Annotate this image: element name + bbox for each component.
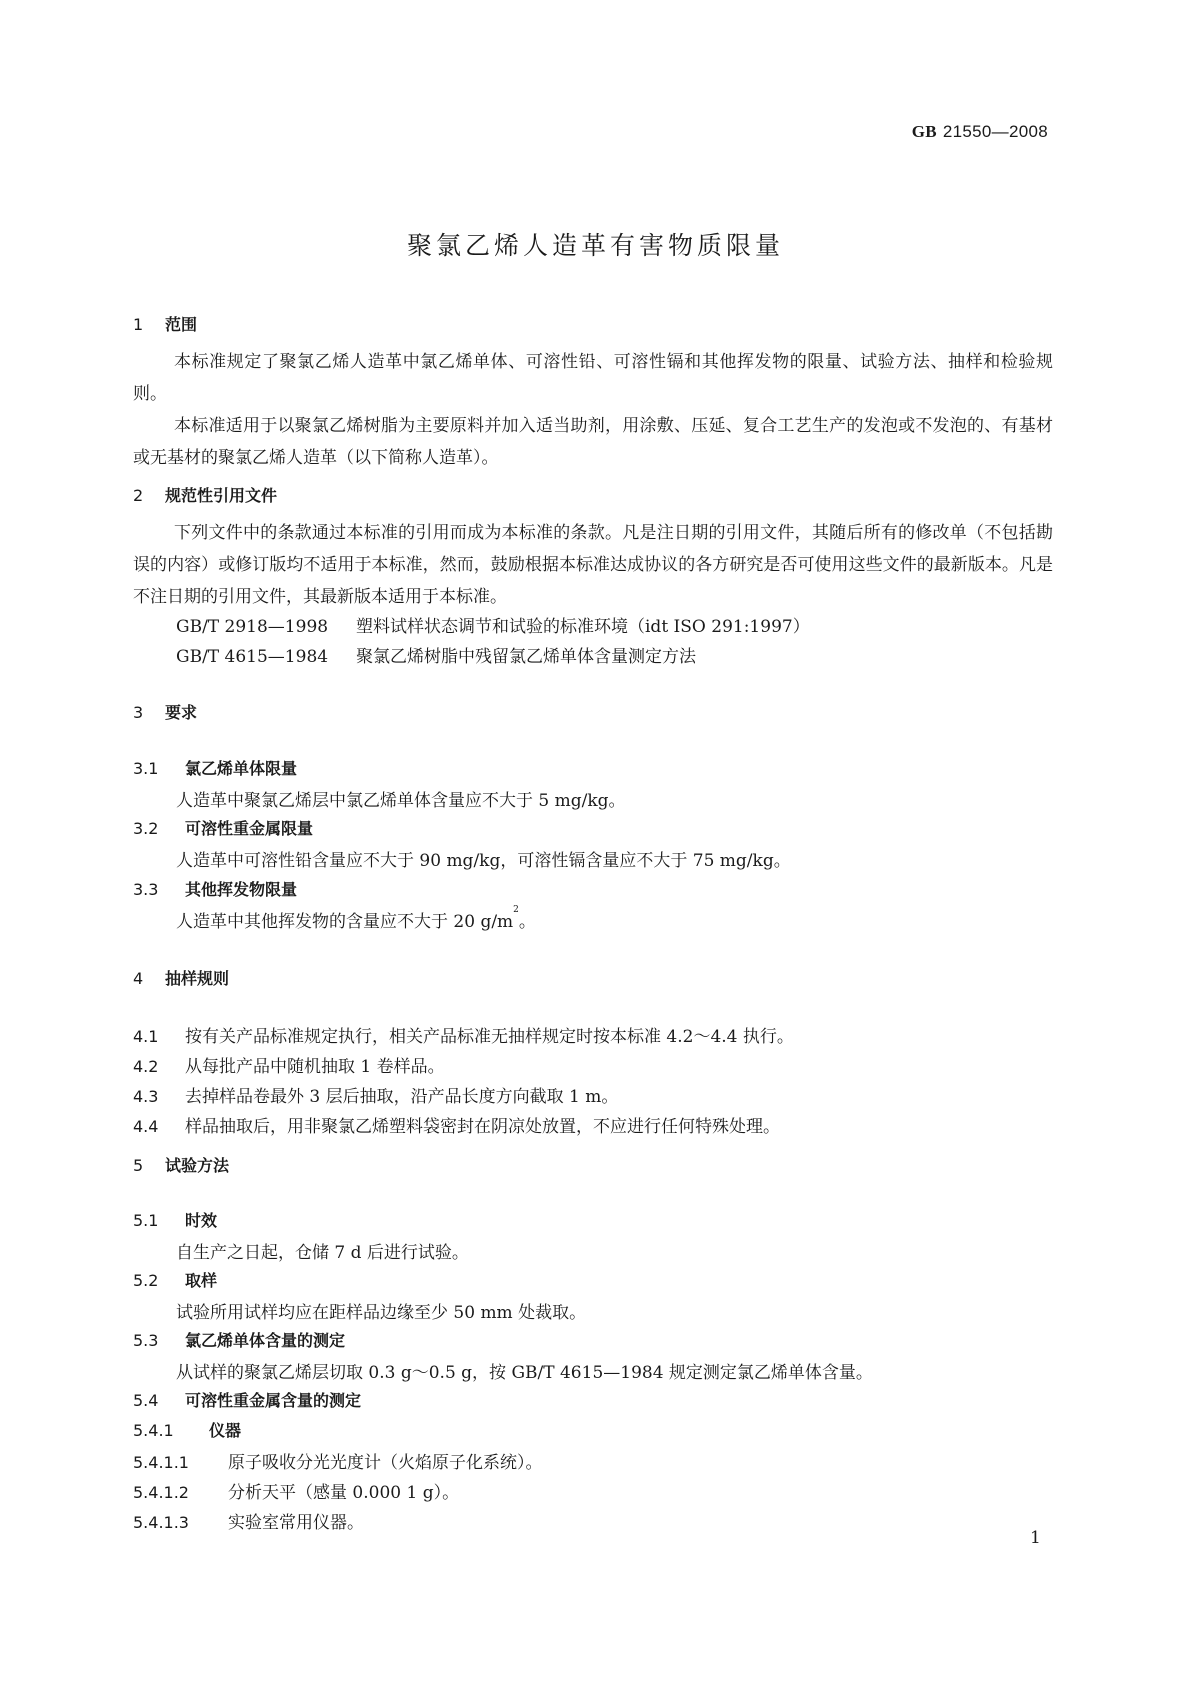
reference-code: GB/T 2918—1998	[176, 617, 329, 637]
section-5-heading	[133, 1153, 229, 1176]
page-number: 1	[1030, 1528, 1041, 1548]
instrument-item	[133, 1448, 543, 1473]
subsection-title: 仪器	[209, 1421, 242, 1440]
section-number: 1	[133, 315, 144, 334]
standard-number: 21550—2008	[942, 122, 1048, 141]
subsection-number: 3.2	[133, 819, 159, 838]
subsection-title: 时效	[185, 1211, 218, 1230]
reference-title: 聚氯乙烯树脂中残留氯乙烯单体含量测定方法	[356, 647, 696, 667]
subsection-5-4-heading	[133, 1388, 361, 1411]
text-segment: 。	[518, 912, 536, 932]
reference-code: GB/T 4615—1984	[176, 647, 329, 667]
item-text: 样品抽取后，用非聚氯乙烯塑料袋密封在阴凉处放置，不应进行任何特殊处理。	[185, 1117, 780, 1137]
section-1-paragraph-2: 本标准适用于以聚氯乙烯树脂为主要原料并加入适当助剂，用涂敷、压延、复合工艺生产的发泡或不发泡的、有基材或无基材的聚氯乙烯人造革（以下简称人造革）。	[133, 416, 1053, 468]
reference-item	[176, 612, 810, 637]
section-number: 5	[133, 1156, 144, 1175]
subsection-number: 5.4	[133, 1391, 159, 1410]
section-title: 范围	[165, 315, 198, 334]
text-segment: 人造革中其他挥发物的含量应不大于 20 g/m	[176, 912, 514, 932]
subsection-3-3-text	[176, 907, 536, 932]
subsection-number: 5.2	[133, 1271, 159, 1290]
subsection-3-1-heading	[133, 756, 297, 779]
subsection-5-1-heading	[133, 1208, 217, 1231]
subsection-3-2-text: 人造革中可溶性铅含量应不大于 90 mg/kg，可溶性镉含量应不大于 75 mg/kg。	[176, 851, 791, 871]
instrument-item	[133, 1478, 459, 1503]
item-number: 4.1	[133, 1027, 159, 1046]
subsection-number: 5.3	[133, 1331, 159, 1350]
instrument-item	[133, 1508, 364, 1533]
item-number: 4.4	[133, 1117, 159, 1136]
standard-prefix: GB	[911, 122, 937, 141]
section-3-heading	[133, 700, 197, 723]
sampling-item	[133, 1052, 445, 1077]
item-text: 实验室常用仪器。	[228, 1513, 364, 1533]
subsection-title: 取样	[185, 1271, 218, 1290]
reference-item	[176, 642, 696, 667]
subsection-number: 5.1	[133, 1211, 159, 1230]
item-text: 原子吸收分光光度计（火焰原子化系统）。	[228, 1453, 543, 1473]
section-1-paragraph-1: 本标准规定了聚氯乙烯人造革中氯乙烯单体、可溶性铅、可溶性镉和其他挥发物的限量、试验方法、抽样和检验规则。	[133, 352, 1053, 404]
subsection-number: 3.1	[133, 759, 159, 778]
item-text: 去掉样品卷最外 3 层后抽取，沿产品长度方向截取 1 m。	[185, 1087, 619, 1107]
section-4-heading	[133, 966, 229, 989]
subsection-5-4-1-heading	[133, 1418, 241, 1441]
subsection-3-1-text: 人造革中聚氯乙烯层中氯乙烯单体含量应不大于 5 mg/kg。	[176, 791, 626, 811]
document-title: 聚氯乙烯人造革有害物质限量	[406, 231, 784, 260]
item-number: 5.4.1.3	[133, 1513, 189, 1532]
sampling-item	[133, 1022, 794, 1047]
subsection-number: 3.3	[133, 880, 159, 899]
item-number: 5.4.1.1	[133, 1453, 189, 1472]
subsection-5-3-text: 从试样的聚氯乙烯层切取 0.3 g～0.5 g，按 GB/T 4615—1984 规定测定氯乙烯单体含量。	[176, 1363, 873, 1383]
section-title: 试验方法	[165, 1156, 230, 1175]
subsection-title: 氯乙烯单体限量	[185, 759, 298, 778]
section-number: 2	[133, 486, 144, 505]
subsection-title: 可溶性重金属限量	[185, 819, 314, 838]
subsection-5-3-heading	[133, 1328, 345, 1351]
subsection-3-2-heading	[133, 816, 313, 839]
item-text: 分析天平（感量 0.000 1 g）。	[228, 1483, 460, 1503]
section-title: 要求	[165, 703, 198, 722]
section-title: 规范性引用文件	[165, 486, 278, 505]
section-number: 4	[133, 969, 144, 988]
item-text: 按有关产品标准规定执行，相关产品标准无抽样规定时按本标准 4.2～4.4 执行。	[185, 1027, 794, 1047]
subsection-5-1-text: 自生产之日起，仓储 7 d 后进行试验。	[176, 1243, 469, 1263]
section-1-heading	[133, 312, 197, 335]
superscript: 2	[513, 905, 519, 915]
subsection-3-3-heading	[133, 877, 297, 900]
section-title: 抽样规则	[165, 969, 230, 988]
section-2-heading	[133, 483, 277, 506]
standard-code	[0, 122, 1048, 142]
reference-title: 塑料试样状态调节和试验的标准环境（idt ISO 291:1997）	[356, 617, 810, 637]
subsection-title: 氯乙烯单体含量的测定	[185, 1331, 346, 1350]
item-number: 5.4.1.2	[133, 1483, 189, 1502]
subsection-number: 5.4.1	[133, 1421, 174, 1440]
subsection-title: 其他挥发物限量	[185, 880, 298, 899]
subsection-title: 可溶性重金属含量的测定	[185, 1391, 362, 1410]
section-number: 3	[133, 703, 144, 722]
item-number: 4.2	[133, 1057, 159, 1076]
sampling-item	[133, 1082, 618, 1107]
section-2-paragraph: 下列文件中的条款通过本标准的引用而成为本标准的条款。凡是注日期的引用文件，其随后所有的修改单（不包括勘误的内容）或修订版均不适用于本标准，然而，鼓励根据本标准达成协议的各方研究是否可使用这些文件的最新版本。凡是不注日期的引用文件，其最新版本适用于本标准。	[133, 523, 1053, 607]
subsection-5-2-text: 试验所用试样均应在距样品边缘至少 50 mm 处裁取。	[176, 1303, 587, 1323]
item-text: 从每批产品中随机抽取 1 卷样品。	[185, 1057, 445, 1077]
subsection-5-2-heading	[133, 1268, 217, 1291]
item-number: 4.3	[133, 1087, 159, 1106]
sampling-item	[133, 1112, 780, 1137]
